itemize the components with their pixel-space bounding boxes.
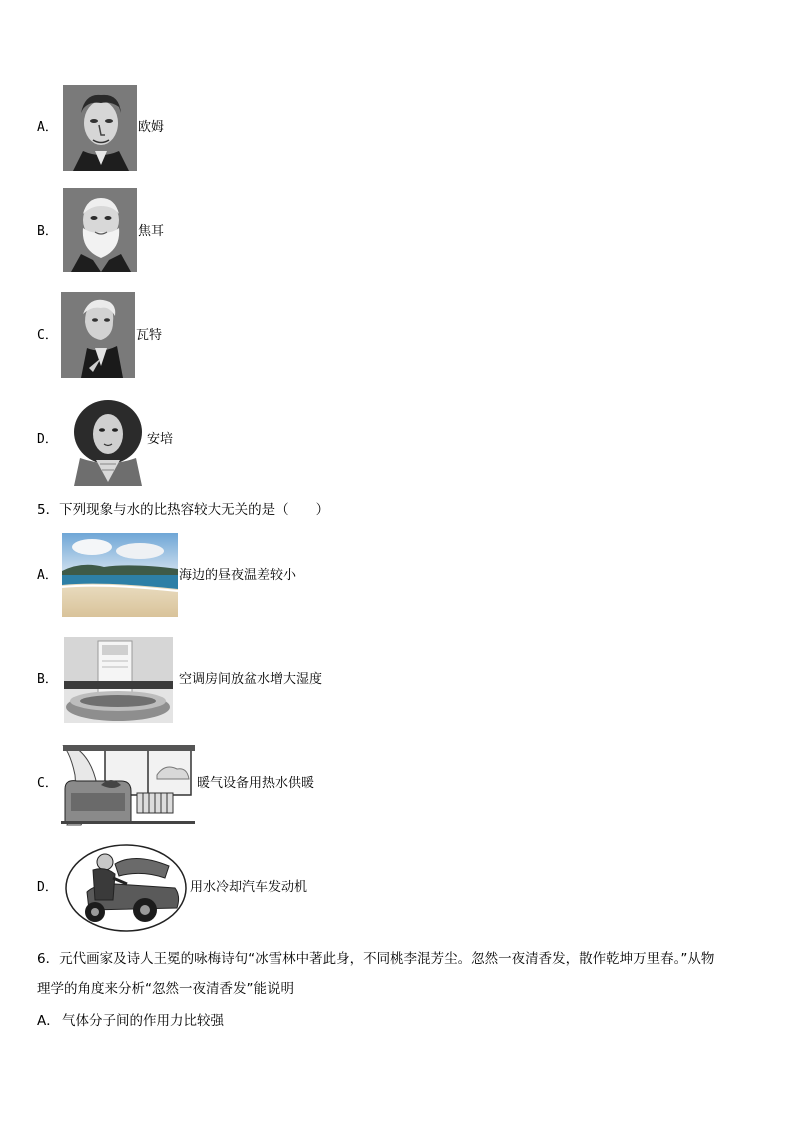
option-caption: 海边的昼夜温差较小 [179, 568, 297, 583]
q5-stem: 5．下列现象与水的比热容较大无关的是（ ） [37, 502, 330, 518]
option-caption: 瓦特 [136, 328, 163, 343]
option-caption: 气体分子间的作用力比较强 [62, 1013, 224, 1029]
option-caption: 安培 [147, 432, 174, 447]
q6-stem-line-1: 6．元代画家及诗人王冕的咏梅诗句“冰雪林中著此身，不同桃李混芳尘。忽然一夜清香发，散作乾坤万里春。”从物 [37, 951, 715, 967]
option-caption: 焦耳 [138, 224, 165, 239]
option-caption: 空调房间放盆水增大湿度 [179, 672, 323, 687]
beach-photo-image [62, 533, 178, 617]
option-letter: A． [37, 120, 58, 135]
radiator-room-image [61, 745, 195, 829]
portrait-ohm-image [63, 85, 137, 171]
car-engine-image [65, 844, 187, 932]
option-letter: C． [37, 776, 58, 791]
option-caption: 暖气设备用热水供暖 [197, 776, 315, 791]
option-letter: D． [37, 880, 58, 895]
q6-stem-line-2: 理学的角度来分析“忽然一夜清香发”能说明 [37, 981, 294, 997]
option-letter: A． [37, 568, 58, 583]
portrait-watt-image [61, 292, 135, 378]
air-conditioner-basin-image [64, 637, 173, 723]
option-caption: 用水冷却汽车发动机 [190, 880, 308, 895]
option-letter: D． [37, 432, 58, 447]
option-caption: 欧姆 [138, 120, 165, 135]
portrait-joule-image [63, 188, 137, 272]
option-letter: B． [37, 672, 58, 687]
option-letter: A． [37, 1013, 60, 1029]
option-letter: B． [37, 224, 58, 239]
option-letter: C． [37, 328, 58, 343]
portrait-ampere-image [70, 398, 146, 486]
